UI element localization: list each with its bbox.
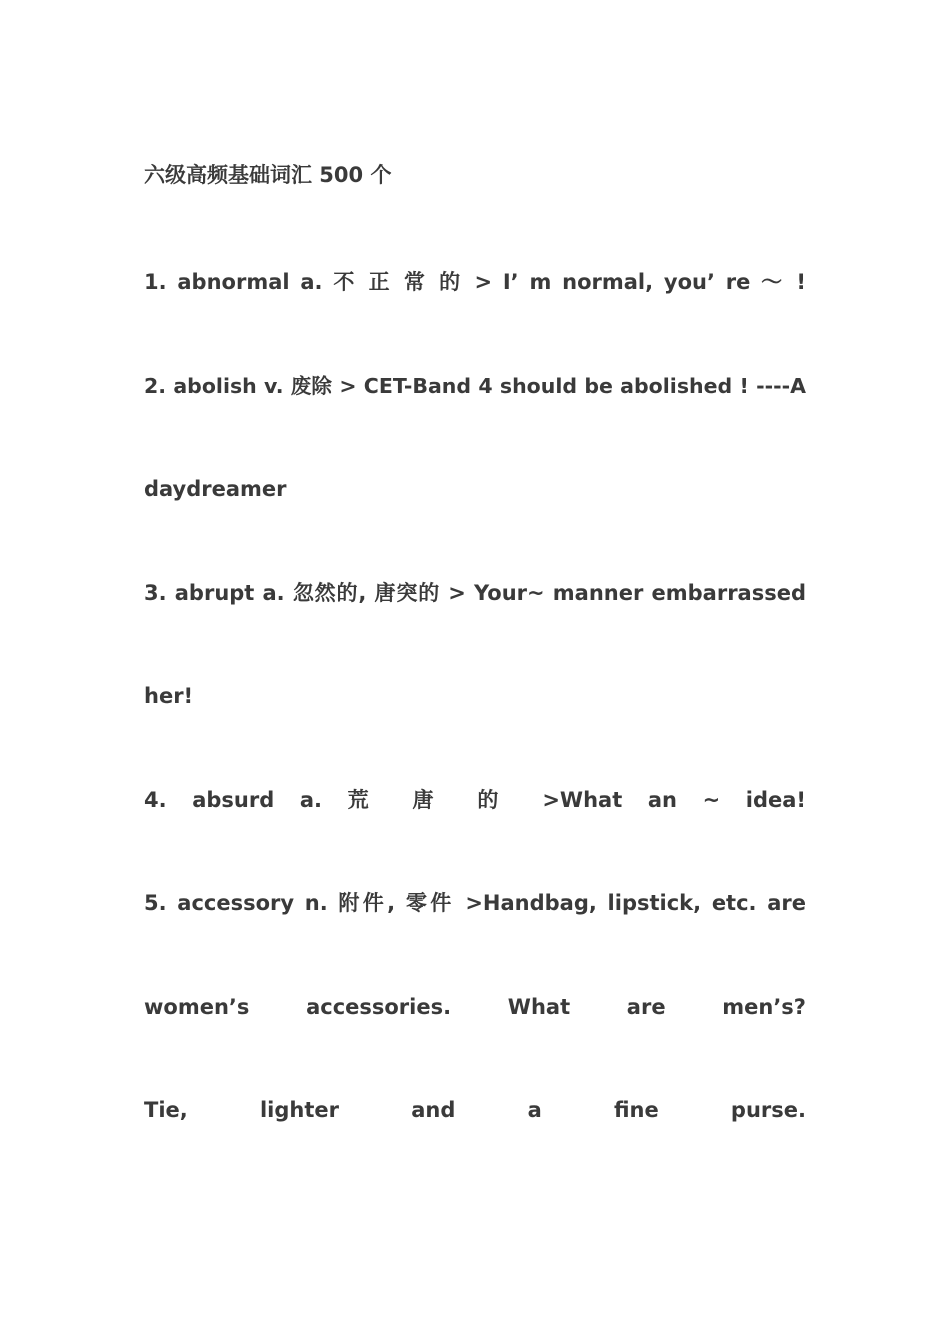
entry-line-2-continued: daydreamer: [144, 477, 287, 501]
entry-line-3: 3. abrupt a. 忽然的, 唐突的 > Your~ manner embarrassed: [144, 581, 806, 605]
entry-line-5-continued: women’s accessories. What are men’s?: [144, 995, 806, 1019]
entry-line-1: 1. abnormal a. 不 正 常 的 > I’ m normal, you’ re ～ !: [144, 270, 806, 294]
entry-line-5: 5. accessory n. 附件, 零件 >Handbag, lipstick, etc. are: [144, 891, 806, 915]
entry-line-3-continued: her!: [144, 684, 194, 708]
document-title: 六级高频基础词汇 500 个: [144, 163, 392, 187]
entry-line-2: 2. abolish v. 废除 > CET-Band 4 should be abolished ! ----A: [144, 374, 806, 398]
entry-line-4: 4. absurd a. 荒 唐 的 >What an ~ idea!: [144, 788, 806, 812]
entry-line-5-continued-2: Tie, lighter and a fine purse.: [144, 1098, 806, 1122]
